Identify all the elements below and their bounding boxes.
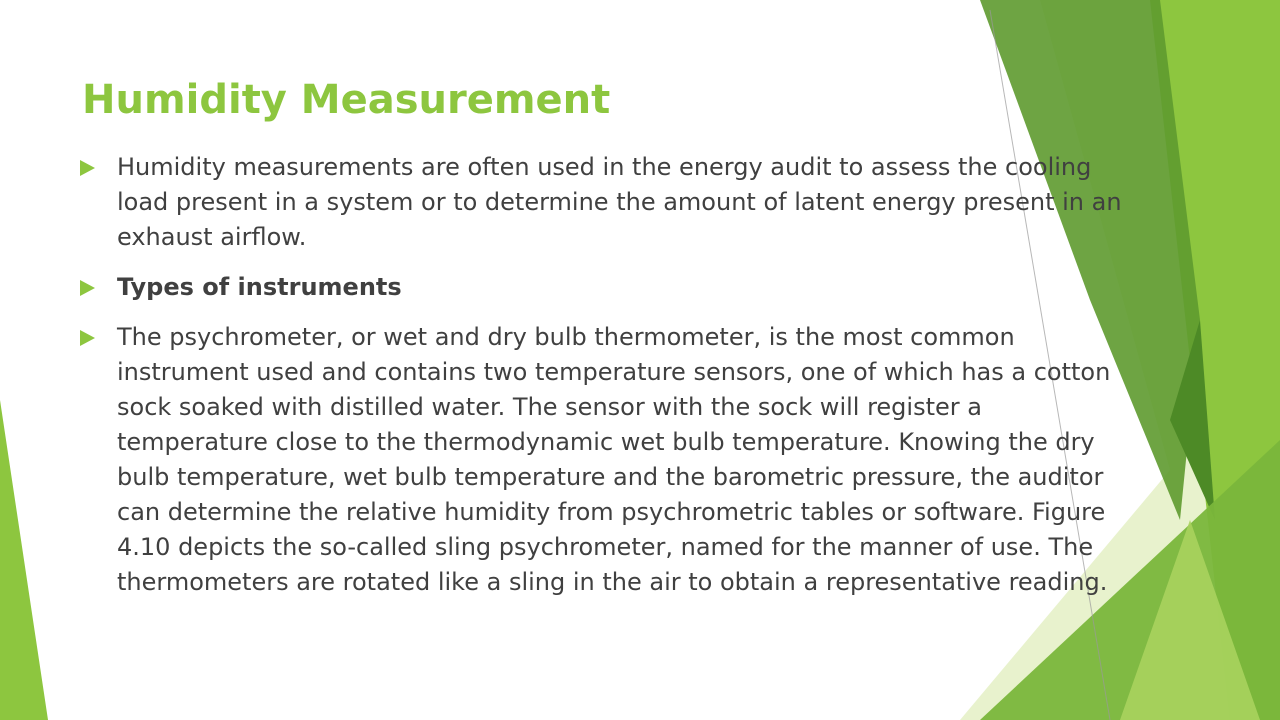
bullet-item (80, 270, 1140, 305)
bullet-list (80, 150, 1140, 615)
triangle-bullet-icon (80, 330, 95, 346)
bullet-text: The psychrometer, or wet and dry bulb thermometer, is the most common instrument used and contains two temperature sensors, one of which has a cotton sock soaked with distilled water. The sensor with the sock will register a temperature close to the thermodynamic wet bulb temperature. Knowing the dry bulb temperature, wet bulb temperature and the barometric pressure, the auditor can determine the relative humidity from psychrometric tables or software. Figure 4.10 depicts the so-called sling psychrometer, named for the manner of use. The thermometers are rotated like a sling in the air to obtain a representative reading. (117, 323, 1111, 596)
bullet-text-heading: Types of instruments (117, 273, 402, 301)
bullet-text: Humidity measurements are often used in the energy audit to assess the cooling load present in a system or to determine the amount of latent energy present in an exhaust airflow. (117, 153, 1122, 251)
slide-title: Humidity Measurement (82, 77, 611, 123)
left-edge-facet (0, 400, 48, 720)
bullet-item (80, 150, 1140, 255)
bullet-item (80, 320, 1140, 600)
triangle-bullet-icon (80, 160, 95, 176)
triangle-bullet-icon (80, 280, 95, 296)
